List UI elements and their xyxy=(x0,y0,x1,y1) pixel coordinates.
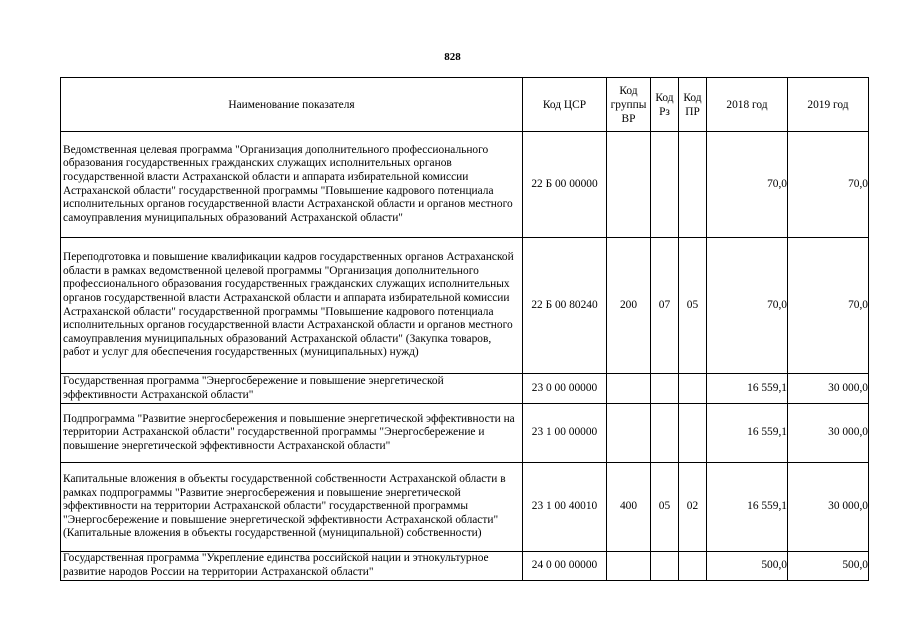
row-2018: 70,0 xyxy=(707,238,788,374)
row-rz xyxy=(651,404,679,463)
row-pr xyxy=(679,404,707,463)
row-pr xyxy=(679,132,707,238)
row-csr: 23 0 00 00000 xyxy=(523,374,607,404)
row-rz xyxy=(651,374,679,404)
page-number: 828 xyxy=(444,51,461,63)
row-name: Ведомственная целевая программа "Организация дополнительного профессионального образования государственных гражданских служащих исполнительных органов государственной власти Астраханской области и аппарата избирательной комиссии Астраханской области" государственной программы "Повышение кадрового потенциала исполнительных органов государственной власти Астраханской области и органов местного самоуправления муниципальных образований Астраханской области" xyxy=(61,132,523,238)
row-2018: 500,0 xyxy=(707,552,788,581)
row-csr: 24 0 00 00000 xyxy=(523,552,607,581)
row-vr xyxy=(607,132,651,238)
header-vr: Код группы ВР xyxy=(607,78,651,132)
row-name: Государственная программа "Укрепление единства российской нации и этнокультурное развитие народов России на территории Астраханской области" xyxy=(61,552,523,581)
row-pr: 02 xyxy=(679,463,707,552)
row-rz xyxy=(651,132,679,238)
row-vr: 400 xyxy=(607,463,651,552)
row-2019: 30 000,0 xyxy=(788,374,869,404)
table-row xyxy=(61,404,869,463)
header-2019: 2019 год xyxy=(788,78,869,132)
row-csr: 23 1 00 00000 xyxy=(523,404,607,463)
row-name: Подпрограмма "Развитие энергосбережения и повышение энергетической эффективности на территории Астраханской области" государственной программы "Энергосбережение и повышение энергетической эффективности Астраханской области" xyxy=(61,404,523,463)
row-2018: 70,0 xyxy=(707,132,788,238)
table-row xyxy=(61,552,869,581)
table-row xyxy=(61,132,869,238)
row-vr xyxy=(607,404,651,463)
row-csr: 22 Б 00 00000 xyxy=(523,132,607,238)
row-2018: 16 559,1 xyxy=(707,374,788,404)
row-vr xyxy=(607,552,651,581)
row-pr: 05 xyxy=(679,238,707,374)
table-row xyxy=(61,463,869,552)
row-2019: 70,0 xyxy=(788,238,869,374)
header-pr: Код ПР xyxy=(679,78,707,132)
header-row xyxy=(61,78,869,132)
table-row xyxy=(61,374,869,404)
row-csr: 23 1 00 40010 xyxy=(523,463,607,552)
header-csr: Код ЦСР xyxy=(523,78,607,132)
row-2019: 30 000,0 xyxy=(788,463,869,552)
row-pr xyxy=(679,374,707,404)
row-2018: 16 559,1 xyxy=(707,463,788,552)
row-2019: 30 000,0 xyxy=(788,404,869,463)
row-rz xyxy=(651,552,679,581)
row-name: Переподготовка и повышение квалификации кадров государственных органов Астраханской области в рамках ведомственной целевой программы "Организация дополнительного профессионального образования государственных гражданских служащих исполнительных органов государственной власти Астраханской области и аппарата избирательной комиссии Астраханской области" государственной программы "Повышение кадрового потенциала исполнительных органов государственной власти Астраханской области и органов местного самоуправления муниципальных образований Астраханской области" (Закупка товаров, работ и услуг для обеспечения государственных (муниципальных) нужд) xyxy=(61,238,523,374)
row-vr xyxy=(607,374,651,404)
header-2018: 2018 год xyxy=(707,78,788,132)
row-2019: 70,0 xyxy=(788,132,869,238)
header-name: Наименование показателя xyxy=(61,78,523,132)
row-rz: 07 xyxy=(651,238,679,374)
row-2018: 16 559,1 xyxy=(707,404,788,463)
row-rz: 05 xyxy=(651,463,679,552)
row-vr: 200 xyxy=(607,238,651,374)
row-csr: 22 Б 00 80240 xyxy=(523,238,607,374)
budget-table xyxy=(60,77,869,581)
row-pr xyxy=(679,552,707,581)
row-name: Государственная программа "Энергосбережение и повышение энергетической эффективности Астраханской области" xyxy=(61,374,523,404)
row-name: Капитальные вложения в объекты государственной собственности Астраханской области в рамках подпрограммы "Развитие энергосбережения и повышение энергетической эффективности на территории Астраханской области" государственной программы "Энергосбережение и повышение энергетической эффективности Астраханской области" (Капитальные вложения в объекты государственной (муниципальной) собственности) xyxy=(61,463,523,552)
table-row xyxy=(61,238,869,374)
row-2019: 500,0 xyxy=(788,552,869,581)
header-rz: Код Рз xyxy=(651,78,679,132)
